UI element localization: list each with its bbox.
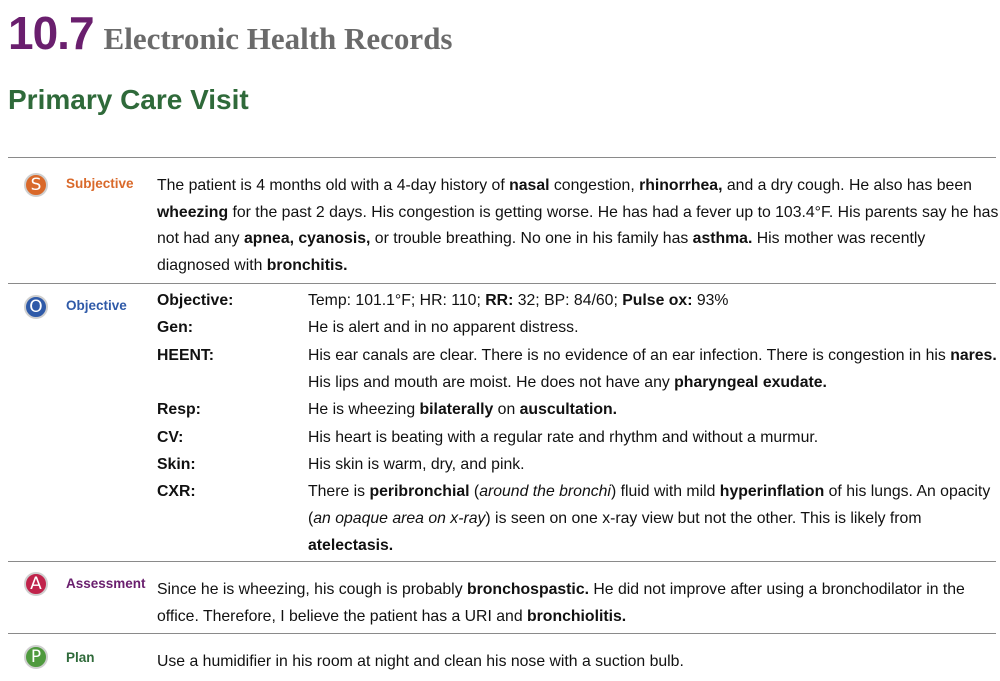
objective-label: Objective (66, 298, 127, 313)
text-run: He is alert and in no apparent distress. (308, 319, 579, 336)
objective-row-value (308, 424, 999, 451)
plan-badge-icon (24, 645, 48, 669)
objective-row-key: Resp: (157, 401, 201, 418)
plan-text (157, 649, 999, 676)
objective-row-value (308, 396, 999, 423)
text-run: of his lungs. An opacity ( (308, 483, 991, 527)
assessment-section (8, 561, 996, 634)
assessment-badge-letter: A (30, 573, 42, 594)
italic-definition: around the bronchi (479, 483, 611, 500)
text-run: ) is seen on one x-ray view but not the other. This is likely from (485, 510, 922, 527)
assessment-badge-icon (24, 572, 48, 596)
text-run: His skin is warm, dry, and pink. (308, 456, 525, 473)
plan-badge-letter: P (30, 646, 42, 667)
text-run: ( (469, 483, 480, 500)
text-run: The patient is 4 months old with a 4-day history of (157, 177, 510, 194)
bold-term: wheezing (157, 203, 229, 221)
bold-term: apnea, cyanosis, (243, 230, 371, 247)
bold-term: RR: (485, 292, 514, 309)
text-run: He is wheezing (308, 401, 420, 418)
bold-term: rhinorrhea, (639, 177, 723, 194)
bold-term: bilaterally (419, 401, 494, 418)
bold-term: nasal (509, 177, 550, 194)
plan-label: Plan (66, 650, 95, 665)
italic-definition: an opaque area on x-ray (313, 510, 486, 527)
subjective-badge-icon (24, 173, 48, 197)
bold-term: asthma. (692, 230, 753, 247)
assessment-text (157, 577, 999, 630)
objective-row-value (308, 314, 999, 341)
objective-section (8, 283, 996, 562)
bold-term: bronchitis. (266, 256, 348, 274)
chapter-header (8, 6, 453, 60)
plan-section (8, 633, 996, 681)
text-run: Use a humidifier in his room at night and clean his nose with a suction bulb. (157, 653, 684, 670)
objective-badge-letter: O (29, 296, 43, 317)
text-run: Since he is wheezing, his cough is probably (157, 581, 467, 598)
objective-row-key: Gen: (157, 319, 193, 336)
objective-row-key: Skin: (157, 456, 196, 473)
subjective-text (157, 173, 999, 279)
text-run: His heart is beating with a regular rate and rhythm and without a murmur. (308, 429, 819, 446)
text-run: His mother was recently diagnosed with (157, 230, 926, 274)
text-run: 32; BP: 84/60; (513, 292, 623, 309)
objective-row-key: CXR: (157, 483, 196, 500)
text-run: ) fluid with mild (610, 483, 720, 500)
subjective-badge-letter: S (30, 174, 42, 195)
bold-term: nares. (950, 347, 997, 364)
objective-row-value (308, 342, 999, 396)
chapter-title: Electronic Health Records (103, 21, 453, 56)
bold-term: bronchiolitis. (527, 607, 627, 625)
bold-term: atelectasis. (308, 537, 394, 554)
bold-term: hyperinflation (719, 483, 825, 500)
objective-row-key: CV: (157, 429, 184, 446)
subjective-section (8, 157, 999, 284)
text-run: His ear canals are clear. There is no evidence of an ear infection. There is congestion in his (308, 347, 951, 364)
objective-row-value (308, 287, 999, 314)
objective-row-value (308, 451, 999, 478)
bold-term: peribronchial (369, 483, 470, 500)
visit-title: Primary Care Visit (8, 84, 249, 115)
text-run: or trouble breathing. No one in his family has (370, 230, 693, 247)
objective-badge-icon (24, 295, 48, 319)
bold-term: pharyngeal exudate. (674, 374, 827, 391)
bold-term: Pulse ox: (622, 292, 693, 309)
bold-term: auscultation. (519, 401, 618, 418)
text-run: Temp: 101.1°F; HR: 110; (308, 292, 486, 309)
bold-term: bronchospastic. (466, 581, 589, 598)
text-run: and a dry cough. He also has been (722, 177, 972, 194)
text-run: There is (308, 483, 370, 500)
text-run: He did not improve after using a bronchodilator in the office. Therefore, I believe the patient has a URI and (157, 581, 965, 625)
text-run: congestion, (549, 177, 640, 194)
text-run: on (493, 401, 520, 418)
text-run: 93% (692, 292, 729, 309)
objective-row-value (308, 478, 999, 559)
objective-row-key: Objective: (157, 292, 234, 309)
assessment-label: Assessment (66, 576, 146, 591)
objective-row-key: HEENT: (157, 347, 215, 364)
subjective-label: Subjective (66, 176, 134, 191)
text-run: His lips and mouth are moist. He does not have any (308, 374, 675, 391)
text-run: for the past 2 days. His congestion is getting worse. He has had a fever up to 103.4°F. His parents say he has not had any (157, 203, 999, 247)
chapter-number: 10.7 (8, 7, 94, 59)
